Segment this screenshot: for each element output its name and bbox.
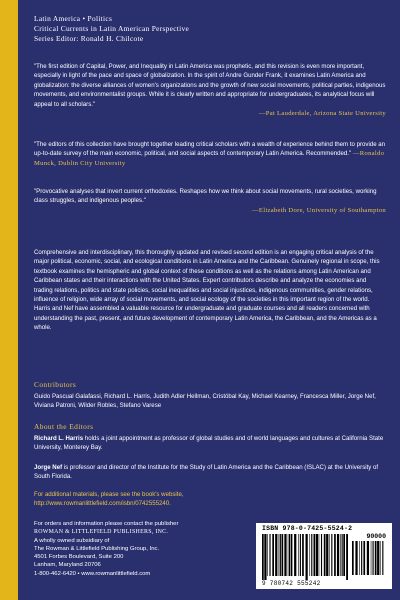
review-quote-text: "Provocative analyses that invert current orthodoxies. Reshapes how we think about social movements, rural societies, working class struggles, and indigenous peoples." — [34, 188, 377, 205]
isbn-label: ISBN 978-0-7425-5524-2 — [262, 525, 353, 532]
editor-bio-text: holds a joint appointment as professor of global studies and of world languages and cultures at California State University, Monterey Bay. — [34, 435, 384, 452]
publisher-name: ROWMAN & LITTLEFIELD PUBLISHERS, INC. — [34, 529, 169, 536]
ean-digits: 9 780742 555242 — [262, 580, 321, 587]
editor-bio-text: is professor and director of the Institute for the Study of Latin America and the Caribbean (ISLAC) at the University of South Florida. — [34, 464, 379, 481]
publisher-line: The Rowman & Littlefield Publishing Group, Inc. — [34, 545, 160, 552]
publisher-city: Lanham, Maryland 20706 — [34, 562, 101, 569]
review-quote-text — [34, 140, 386, 168]
review-attribution: —Pat Lauderdale, Arizona State University — [258, 110, 386, 118]
series-category: Latin America • Politics — [34, 14, 113, 23]
publisher-info — [34, 520, 244, 578]
price-barcode-icon — [352, 541, 386, 579]
series-info — [34, 14, 394, 44]
review-attribution: —Elizabeth Dore, University of Southampton — [251, 206, 386, 214]
price-code: 90000 — [366, 533, 386, 540]
editor-name: Jorge Nef — [34, 464, 63, 471]
series-name: Critical Currents in Latin American Perspective — [34, 24, 190, 33]
publisher-line: For orders and information please contact the publisher — [34, 521, 179, 527]
website-note-line: For additional materials, please see the book's website, — [34, 491, 184, 498]
review-quote-3 — [34, 187, 386, 215]
editor-bio-nef — [34, 463, 386, 482]
book-website-note — [34, 490, 386, 509]
editor-name: Richard L. Harris — [34, 435, 84, 442]
ean-barcode-icon — [262, 534, 348, 580]
review-quote-text-body: "The editors of this collection have brought together leading critical scholars with a wealth of experience behind them to provide an up-to-date survey of the main economic, political, and social aspects of contemporary Latin America. Recommended." — [34, 141, 386, 158]
series-editor: Series Editor: Ronald H. Chilcote — [34, 34, 144, 43]
review-quote-1 — [34, 62, 386, 118]
contributors-heading: Contributors — [34, 380, 77, 389]
publisher-line: A wholly owned subsidiary of — [34, 537, 110, 544]
isbn-barcode — [256, 523, 392, 589]
editors-heading: About the Editors — [34, 422, 94, 431]
review-quote-2 — [34, 140, 386, 168]
publisher-address: 4501 Forbes Boulevard, Suite 200 — [34, 554, 124, 561]
review-attribution: —Ronaldo Munck, Dublin City University — [34, 150, 385, 167]
publisher-contact: 1-800-462-6420 • www.rowmanlittlefield.com — [34, 570, 151, 577]
book-description: Comprehensive and interdisciplinary, this thoroughly updated and revised second edition is an engaging critical analysis of the major political, economic, social, and ecological conditions in Latin America and the Caribbean. Genuinely regional in scope, this textbook examines the hemispheric and global context of these conditions as well as the relations among Latin American and Caribbean states and their interactions with the United States. Expert contributors describe and analyze the economies and trading relations, politics and state policies, social inequalities and social injustices, indigenous communities, gender relations, influence of religion, wide array of social movements, and social ecology of the societies in this important region of the world. Harris and Nef have assembled a valuable resource for undergraduate and graduate courses and all readers concerned with understanding the past, present, and future development of contemporary Latin America, the Caribbean, and the Americas as a whole. — [34, 249, 380, 332]
review-quote-text: "The first edition of Capital, Power, and Inequality in Latin America was prophetic, and this revision is even more important, especially in light of the pace and space of globalization. In the spirit of Andre Gunder Frank, it examines Latin America and globalization: the diverse alliances of women's organizations and the growth of new social movements, political parties, indigenous movements, and environmentalist groups. While it is clearly written and appropriate for undergraduates, its analytical focus will appeal to all scholars." — [34, 63, 386, 108]
website-url: http://www.rowmanlittlefield.com/isbn/0742555240. — [34, 500, 171, 508]
contributors-list: Guido Pascual Galafassi, Richard L. Harris, Judith Adler Hellman, Cristóbal Kay, Michael Kearney, Francesca Miller, Jorge Nef, Viviana Patroni, Wilder Robles, Stefano Varese — [34, 393, 376, 410]
editor-bio-harris — [34, 434, 386, 453]
